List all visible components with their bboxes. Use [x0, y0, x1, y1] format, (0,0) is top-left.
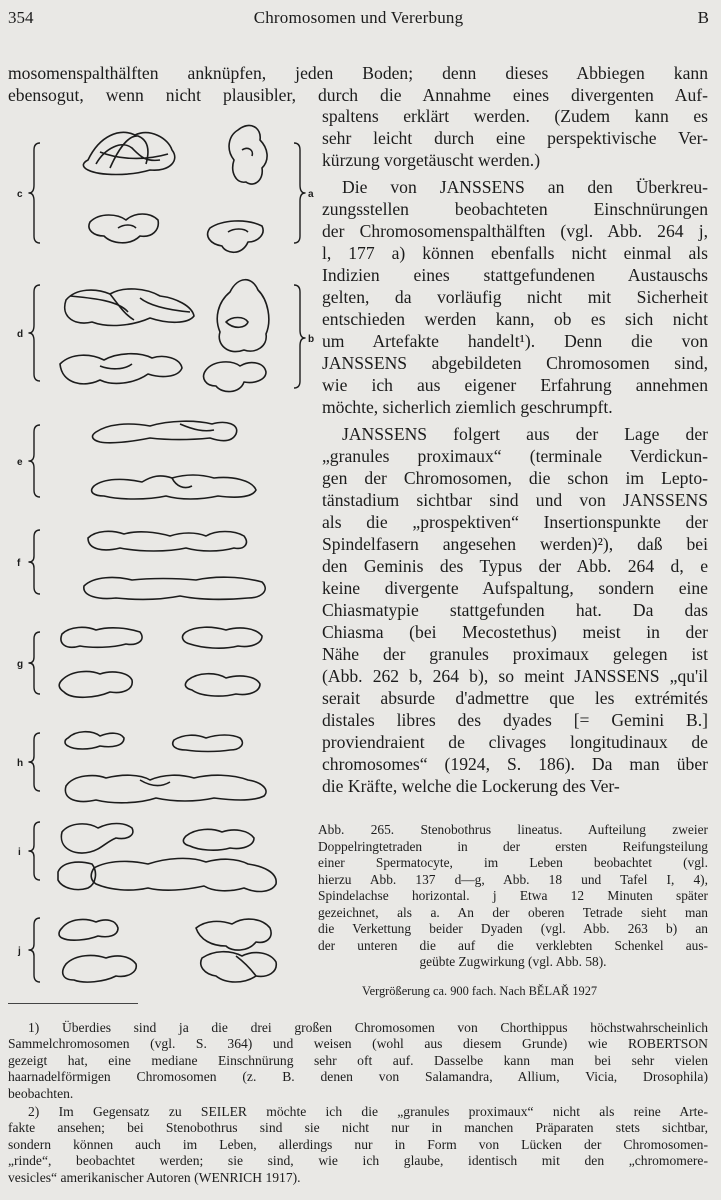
- label-b: b: [308, 334, 315, 345]
- tetrad-i-lower: [58, 858, 276, 891]
- label-d: d: [17, 329, 24, 340]
- body-line: wie ich aus eigener Erfahrung annehmen: [322, 375, 708, 395]
- bracket-b: [294, 285, 305, 388]
- body-line: spaltens erklärt werden. (Zudem kann es: [322, 106, 708, 126]
- body-line: Spindelfasern angesehen werden)²), daß bei: [322, 534, 708, 554]
- bracket-g: [29, 632, 40, 694]
- tetrad-b-lower: [204, 362, 266, 392]
- label-g: g: [17, 659, 24, 670]
- tetrad-d-lower: [60, 354, 182, 384]
- body-line: proviendraient de clivages longitudinaux de: [322, 732, 708, 752]
- caption-line: gezeichnet, als a. An der oberen Tetrade sieht man: [318, 904, 708, 920]
- body-line: entschieden werden kann, ob es sich nicht: [322, 309, 708, 329]
- label-j: j: [18, 946, 21, 957]
- caption-line: Abb. 265. Stenobothrus lineatus. Aufteilung zweier: [318, 822, 708, 837]
- tetrad-d-upper: [65, 289, 194, 326]
- tetrad-c-lower: [89, 214, 158, 243]
- label-i: i: [18, 847, 21, 858]
- footnote-line: 1) Überdies sind ja die drei großen Chromosomen von Chorthippus höchstwahrscheinlich: [28, 1020, 708, 1035]
- section-signature: B: [697, 8, 709, 27]
- footnote-line: „rinde“, beobachtet werden; sie sind, wie ich glaube, identisch mit den „chromomere-: [8, 1153, 708, 1169]
- caption-line: Doppelringtetraden in der ersten Reifungsteilung: [318, 838, 708, 854]
- body-line: um Artefakte handelt¹). Denn die von: [322, 331, 708, 351]
- body-line: Chiasmatypie stattgefunden hat. Da das: [322, 600, 708, 620]
- body-line: ebensogut, wenn nicht plausibler, durch die Annahme eines divergenten Auf-: [8, 85, 708, 105]
- body-line: Chiasma (bei Mecostethus) meist in der: [322, 622, 708, 642]
- bracket-i: [29, 822, 40, 880]
- body-line: möchte, sicherlich ziemlich geschrumpft.: [322, 397, 613, 417]
- body-line: der Chromosomenspalthälften (vgl. Abb. 264 j,: [322, 221, 708, 241]
- tetrad-f-upper: [88, 531, 246, 551]
- running-title: Chromosomen und Vererbung: [253, 8, 464, 27]
- tetrad-h-lower: [65, 775, 266, 803]
- page-header: [8, 8, 709, 32]
- tetrad-e-lower: [92, 475, 256, 499]
- bracket-e: [29, 425, 40, 497]
- body-line: als die „prospektiven“ Insertionspunkte der: [322, 512, 708, 532]
- bracket-c: [29, 143, 40, 243]
- body-line: mosomenspalthälften anknüpfen, jeden Boden; denn dieses Abbiegen kann: [8, 63, 708, 83]
- body-line: chromosomes“ (1924, S. 186). Da man über: [322, 754, 708, 774]
- tetrad-g-upper-left: [61, 627, 142, 647]
- tetrad-j-upper: [59, 919, 271, 950]
- tetrad-b-upper: [217, 280, 269, 352]
- label-e: e: [17, 457, 23, 468]
- tetrad-a-upper: [229, 125, 267, 184]
- body-line: distales libres des dyades [= Gemini B.]: [322, 710, 708, 730]
- bracket-j: [29, 918, 40, 982]
- chromosome-figure: [0, 110, 320, 990]
- footnote-line: fakte ansehen; bei Stenobothrus sind sie nicht nur in manchen Präparaten stets sichtbar,: [8, 1120, 708, 1136]
- body-line: tänstadium sichtbar sind und von JANSSENS: [322, 490, 708, 510]
- body-line: die Kräfte, welche die Lockerung des Ver-: [322, 776, 620, 796]
- body-line: JANSSENS folgert aus der Lage der: [342, 424, 708, 444]
- label-f: f: [17, 558, 21, 569]
- tetrad-i-upper: [61, 824, 254, 854]
- body-line: den Geminis des Typus der Abb. 264 d, e: [322, 556, 708, 576]
- page-number: 354: [8, 8, 34, 27]
- tetrad-f-lower: [84, 577, 265, 599]
- body-line: keine divergente Aufspaltung, sondern eine: [322, 578, 708, 598]
- body-line: gelten, da vorläufig nicht mit Sicherheit: [322, 287, 708, 307]
- caption-line: die Verkettung beider Dyaden (vgl. Abb. 263 b) an: [318, 921, 708, 936]
- tetrad-c-upper: [83, 132, 174, 174]
- tetrad-g-upper-right: [183, 627, 262, 648]
- figure-credit: Vergrößerung ca. 900 fach. Nach BĚLAŘ 1927: [362, 984, 598, 998]
- tetrad-a-lower: [208, 221, 263, 252]
- tetrad-g-lower-left: [59, 672, 132, 698]
- caption-line: geübte Zugwirkung (vgl. Abb. 58).: [419, 954, 607, 969]
- body-line: l, 177 a) können ebenfalls nicht einmal als: [322, 243, 708, 263]
- caption-line: Spindelachse horizontal. j Etwa 12 Minuten später: [318, 888, 708, 903]
- footnote-line: 2) Im Gegensatz zu SEILER möchte ich die „granules proximaux“ nicht als reine Arte-: [28, 1104, 708, 1119]
- footnote-line: beobachten.: [8, 1085, 74, 1101]
- body-line: gen der Chromosomen, die schon im Lepto-: [322, 468, 708, 488]
- label-a: a: [308, 189, 314, 200]
- bracket-f: [29, 530, 40, 594]
- body-line: Die von JANSSENS an den Überkreu-: [342, 177, 708, 197]
- footnote-line: Sammelchromosomen (vgl. S. 364) und weisen (wohl aus diesem Grunde) wie ROBERTSON: [8, 1036, 708, 1052]
- body-line: sehr leicht durch eine perspektivische Ver-: [322, 128, 708, 148]
- body-line: Indizien eines stattgefundenen Austauschs: [322, 265, 708, 285]
- label-h: h: [17, 758, 24, 769]
- body-line: serait absurde d'admettre que les extrémités: [322, 688, 708, 708]
- footnote-line: vesicles“ amerikanischer Autoren (WENRICH 1917).: [8, 1169, 301, 1185]
- caption-line: der unteren die auf die verklebten Schenkel aus-: [318, 937, 708, 953]
- footnote-rule: [8, 1003, 138, 1004]
- body-line: zungsstellen beobachteten Einschnürungen: [322, 199, 708, 219]
- body-line: kürzung vorgetäuscht werden.): [322, 150, 541, 170]
- tetrad-j-lower: [63, 952, 277, 982]
- footnote-line: gezeigt hat, eine mediane Einschnürung sehr oft auf. Dasselbe kann man bei sehr vielen: [8, 1052, 708, 1068]
- tetrad-h-upper: [65, 732, 242, 752]
- caption-line: einer Spermatocyte, im Leben beobachtet (vgl.: [318, 855, 708, 870]
- footnote-line: sondern können auch im Leben, allerdings nur in Form von Lücken der Chromosomen-: [8, 1136, 708, 1152]
- bracket-h: [29, 733, 40, 791]
- footnote-line: haarnadelförmigen Chromosomen (z. B. denen von Salamandra, Allium, Vicia, Drosophila): [8, 1069, 708, 1085]
- body-line: „granules proximaux“ (terminale Verdickun-: [322, 446, 708, 466]
- body-line: JANSSENS abgebildeten Chromosomen sind,: [322, 353, 708, 373]
- body-line: Nähe der granules proximaux gelegen ist: [322, 644, 708, 664]
- body-line: (Abb. 262 b, 264 b), so meint JANSSENS „qu'il: [322, 666, 708, 686]
- bracket-d: [29, 285, 40, 381]
- tetrad-g-lower-right: [185, 674, 260, 696]
- bracket-a: [294, 143, 305, 243]
- tetrad-e-upper: [93, 421, 237, 443]
- label-c: c: [17, 189, 23, 200]
- caption-line: hierzu Abb. 137 d—g, Abb. 18 und Tafel I, 4),: [318, 871, 708, 887]
